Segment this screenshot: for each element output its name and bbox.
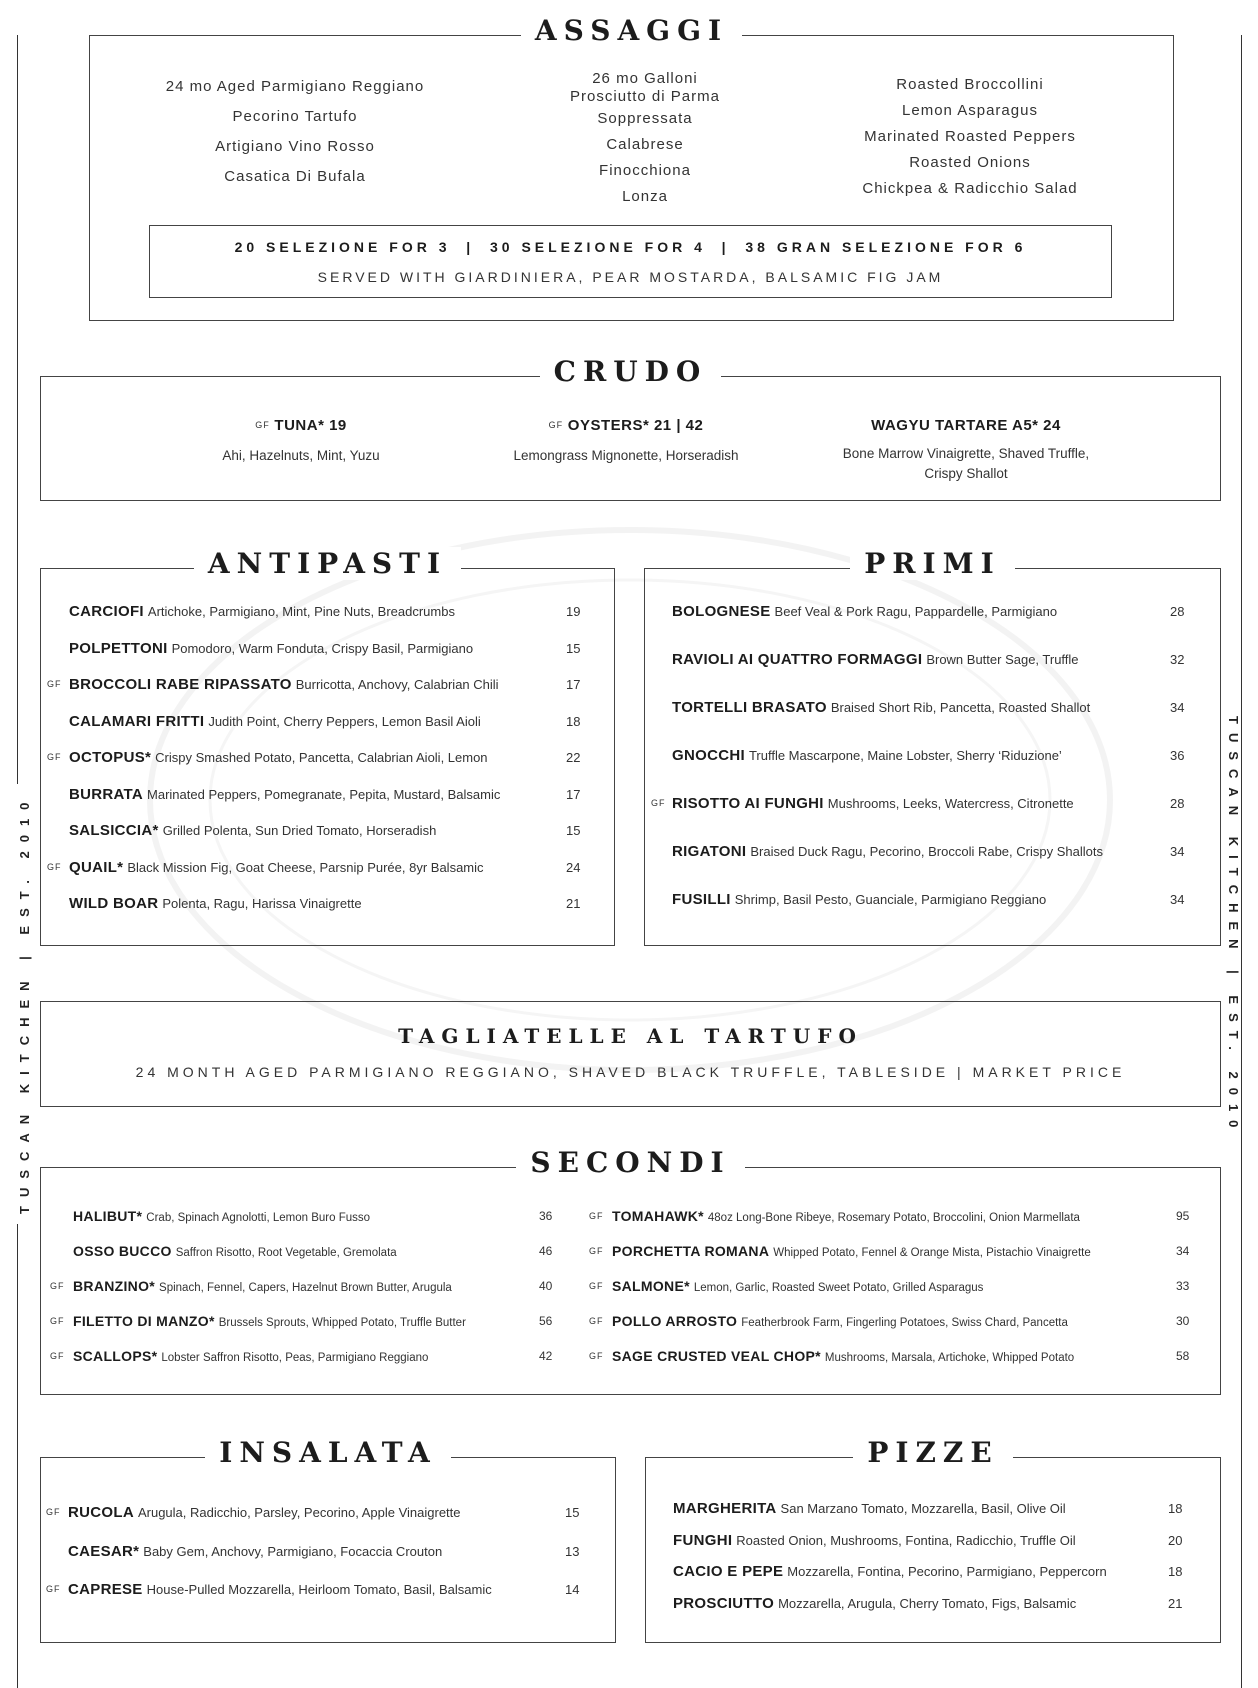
menu-item-row [672, 699, 1185, 721]
menu-item-row [46, 1581, 580, 1603]
menu-item-row [672, 603, 1185, 625]
assaggi-meat-column [495, 70, 795, 210]
menu-item-desc: Mozzarella, Arugula, Cherry Tomato, Figs, Balsamic [778, 1595, 1077, 1611]
menu-item-price: 34 [1170, 892, 1185, 907]
menu-item-desc: Featherbrook Farm, Fingerling Potatoes, Swiss Chard, Pancetta [741, 1317, 1068, 1329]
menu-item-desc: Mushrooms, Leeks, Watercress, Citronette [827, 796, 1074, 811]
gf-marker: GF [50, 1316, 65, 1326]
menu-item-row [589, 1348, 1190, 1370]
crudo-item-name: OYSTERS* 21 | 42 [567, 417, 704, 434]
menu-item-price: 34 [1176, 1244, 1190, 1258]
menu-item-name: CARCIOFI [69, 603, 144, 620]
menu-item-name: RIGATONI [672, 843, 747, 860]
menu-item-name: SALMONE* [612, 1278, 690, 1294]
menu-item-desc: Crab, Spinach Agnolotti, Lemon Buro Fusso [146, 1212, 371, 1224]
assaggi-selection-box [149, 225, 1112, 298]
assaggi-item: Calabrese [606, 136, 684, 153]
menu-item-name: TOMAHAWK* [612, 1208, 704, 1224]
menu-item-price: 28 [1170, 604, 1185, 619]
menu-item-price: 15 [566, 640, 581, 656]
menu-item-name: POLLO ARROSTO [612, 1313, 738, 1329]
menu-item-desc: Brussels Sprouts, Whipped Potato, Truffle Butter [218, 1317, 466, 1329]
menu-item-name: SAGE CRUSTED VEAL CHOP* [612, 1348, 821, 1364]
menu-item-price: 13 [565, 1543, 580, 1559]
menu-item-desc: Burricotta, Anchovy, Calabrian Chili [295, 677, 499, 692]
menu-item-name: RISOTTO AI FUNGHI [672, 795, 824, 812]
menu-item-price: 15 [566, 823, 581, 838]
menu-item-name: PROSCIUTTO [673, 1594, 775, 1612]
menu-item-row [589, 1278, 1190, 1300]
assaggi-cheese-column [145, 74, 445, 190]
menu-item-row [50, 1313, 553, 1335]
menu-item-row [73, 1243, 553, 1265]
crudo-item [461, 417, 791, 466]
gf-marker: GF [46, 1584, 61, 1594]
menu-item-desc: Mozzarella, Fontina, Pecorino, Parmigiano, Peppercorn [787, 1564, 1107, 1579]
assaggi-item: Roasted Onions [909, 154, 1031, 171]
primi-section [644, 547, 1221, 946]
assaggi-item: Lonza [622, 188, 668, 205]
assaggi-item: Finocchiona [599, 162, 691, 179]
menu-item-desc: Brown Butter Sage, Truffle [926, 652, 1079, 667]
menu-item-name: FUSILLI [672, 891, 731, 908]
gf-marker: GF [548, 420, 564, 430]
menu-item-row [50, 1348, 553, 1370]
menu-item-name: CALAMARI FRITTI [69, 712, 205, 730]
menu-item-price: 95 [1176, 1209, 1190, 1223]
tagliatelle-title: TAGLIATELLE AL TARTUFO [398, 1024, 863, 1048]
menu-item-desc: Arugula, Radicchio, Parsley, Pecorino, Apple Vinaigrette [137, 1505, 461, 1520]
menu-item-row [673, 1531, 1183, 1554]
menu-item-price: 21 [1168, 1595, 1183, 1611]
menu-item-name: BURRATA [69, 785, 144, 803]
menu-item-desc: Grilled Polenta, Sun Dried Tomato, Horseradish [162, 823, 437, 838]
menu-item-row [69, 712, 581, 735]
menu-item-desc: Marinated Peppers, Pomegranate, Pepita, Mustard, Balsamic [147, 786, 501, 802]
menu-item-desc: Braised Short Rib, Pancetta, Roasted Shallot [830, 700, 1091, 715]
menu-item-price: 33 [1176, 1279, 1190, 1293]
crudo-item [801, 417, 1131, 484]
menu-item-row [589, 1208, 1190, 1230]
gf-marker: GF [589, 1281, 604, 1291]
menu-item-name: CACIO E PEPE [673, 1563, 784, 1580]
crudo-item-desc: Bone Marrow Vinaigrette, Shaved Truffle, Crispy Shallot [842, 446, 1090, 481]
menu-item-price: 15 [565, 1505, 580, 1520]
menu-item-name: WILD BOAR [69, 895, 159, 912]
right-rail-line [1241, 35, 1242, 1688]
menu-item-desc: Truffle Mascarpone, Maine Lobster, Sherry ‘Riduzione’ [748, 748, 1062, 763]
menu-item-desc: Crispy Smashed Potato, Pancetta, Calabrian Aioli, Lemon [155, 750, 488, 765]
menu-item-name: RUCOLA [68, 1504, 134, 1521]
menu-item-desc: Polenta, Ragu, Harissa Vinaigrette [162, 896, 362, 911]
gf-marker: GF [50, 1281, 65, 1291]
menu-item-row [673, 1500, 1183, 1522]
menu-item-price: 36 [539, 1209, 553, 1223]
menu-item-name: BOLOGNESE [672, 603, 771, 620]
menu-item-row [589, 1243, 1190, 1265]
menu-item-name: POLPETTONI [69, 639, 168, 657]
insalata-section [40, 1436, 616, 1643]
menu-item-row [651, 795, 1185, 817]
menu-item-price: 34 [1170, 844, 1185, 859]
assaggi-title: ASSAGGI [521, 14, 742, 47]
menu-item-desc: Spinach, Fennel, Capers, Hazelnut Brown Butter, Arugula [159, 1282, 452, 1294]
menu-item-price: 28 [1170, 796, 1185, 811]
menu-item-desc: Lemon, Garlic, Roasted Sweet Potato, Grilled Asparagus [693, 1282, 984, 1294]
menu-item-name: SALSICCIA* [69, 822, 159, 839]
selection-pricing: 20 SELEZIONE FOR 3 | 30 SELEZIONE FOR 4 | 38 GRAN SELEZIONE FOR 6 [234, 239, 1027, 255]
pizze-title: PIZZE [853, 1436, 1012, 1469]
menu-item-row [47, 749, 581, 771]
menu-item-name: QUAIL* [69, 858, 124, 876]
crudo-item-name: TUNA* 19 [274, 417, 347, 434]
menu-item-price: 18 [566, 713, 581, 729]
assaggi-item: 26 mo Galloni [592, 70, 698, 87]
assaggi-item: Marinated Roasted Peppers [864, 128, 1076, 145]
tagliatelle-subtitle: 24 MONTH AGED PARMIGIANO REGGIANO, SHAVED BLACK TRUFFLE, TABLESIDE | MARKET PRICE [135, 1064, 1126, 1080]
menu-item-price: 24 [566, 859, 581, 875]
gf-marker: GF [47, 679, 62, 689]
menu-item-row [672, 891, 1185, 913]
crudo-item-desc: Lemongrass Mignonette, Horseradish [513, 448, 739, 463]
menu-item-row [68, 1542, 580, 1565]
secondi-section [40, 1146, 1221, 1395]
pizze-section [645, 1436, 1221, 1643]
menu-item-name: OCTOPUS* [69, 749, 152, 766]
menu-item-price: 46 [539, 1244, 553, 1258]
crudo-item-name: WAGYU TARTARE A5* 24 [871, 417, 1061, 434]
menu-item-desc: Roasted Onion, Mushrooms, Fontina, Radicchio, Truffle Oil [736, 1532, 1076, 1548]
menu-item-row [69, 639, 581, 662]
gf-marker: GF [46, 1507, 61, 1517]
assaggi-item: Chickpea & Radicchio Salad [862, 180, 1078, 197]
menu-item-price: 40 [539, 1279, 553, 1293]
secondi-title: SECONDI [516, 1146, 744, 1179]
menu-item-desc: Mushrooms, Marsala, Artichoke, Whipped Potato [824, 1352, 1075, 1364]
menu-item-row [69, 603, 581, 625]
primi-title: PRIMI [850, 547, 1015, 580]
menu-item-row [47, 676, 581, 698]
menu-item-name: CAPRESE [68, 1581, 143, 1598]
menu-item-price: 34 [1170, 700, 1185, 715]
menu-item-name: MARGHERITA [673, 1500, 777, 1517]
antipasti-section [40, 547, 615, 946]
gf-marker: GF [589, 1246, 604, 1256]
assaggi-item: Prosciutto di Parma [570, 88, 720, 105]
gf-marker: GF [589, 1316, 604, 1326]
menu-item-desc: Pomodoro, Warm Fonduta, Crispy Basil, Parmigiano [171, 640, 474, 656]
assaggi-item: Soppressata [597, 110, 693, 127]
menu-item-desc: Lobster Saffron Risotto, Peas, Parmigiano Reggiano [161, 1352, 429, 1364]
menu-item-name: OSSO BUCCO [73, 1243, 172, 1259]
menu-item-row [69, 785, 581, 808]
menu-item-name: BRANZINO* [73, 1278, 156, 1294]
gf-marker: GF [47, 752, 62, 762]
menu-item-price: 18 [1168, 1564, 1183, 1579]
menu-item-row [672, 843, 1185, 865]
menu-item-row [50, 1278, 553, 1300]
gf-marker: GF [47, 861, 62, 872]
menu-item-name: PORCHETTA ROMANA [612, 1243, 770, 1259]
menu-item-row [73, 1208, 553, 1230]
menu-item-price: 58 [1176, 1349, 1190, 1363]
menu-item-desc: Beef Veal & Pork Ragu, Pappardelle, Parmigiano [774, 604, 1058, 619]
menu-item-desc: Whipped Potato, Fennel & Orange Mista, Pistachio Vinaigrette [773, 1247, 1091, 1259]
gf-marker: GF [589, 1351, 604, 1361]
menu-item-name: FILETTO DI MANZO* [73, 1313, 215, 1329]
menu-item-desc: House-Pulled Mozzarella, Heirloom Tomato, Basil, Balsamic [146, 1582, 492, 1597]
assaggi-item: Pecorino Tartufo [232, 108, 358, 125]
assaggi-item: 24 mo Aged Parmigiano Reggiano [165, 78, 425, 95]
menu-item-name: CAESAR* [68, 1542, 140, 1560]
menu-item-price: 17 [566, 677, 581, 692]
gf-marker: GF [589, 1211, 604, 1221]
menu-item-desc: San Marzano Tomato, Mozzarella, Basil, Olive Oil [780, 1501, 1066, 1516]
assaggi-item: Roasted Broccollini [896, 76, 1044, 93]
menu-item-row [673, 1563, 1183, 1585]
menu-item-row [69, 822, 581, 844]
menu-item-row [673, 1594, 1183, 1617]
menu-item-price: 21 [566, 896, 581, 911]
menu-item-price: 30 [1176, 1314, 1190, 1328]
menu-item-name: TORTELLI BRASATO [672, 699, 827, 716]
menu-item-name: GNOCCHI [672, 747, 745, 764]
antipasti-title: ANTIPASTI [194, 547, 461, 580]
menu-item-row [672, 747, 1185, 769]
menu-item-desc: Shrimp, Basil Pesto, Guanciale, Parmigiano Reggiano [734, 892, 1047, 907]
gf-marker: GF [255, 420, 270, 430]
menu-item-row [47, 858, 581, 881]
crudo-title: CRUDO [540, 355, 722, 388]
right-side-tagline: TUSCAN KITCHEN | EST. 2010 [1226, 706, 1241, 1146]
insalata-title: INSALATA [205, 1436, 451, 1469]
crudo-item-desc: Ahi, Hazelnuts, Mint, Yuzu [222, 448, 380, 463]
menu-item-desc: Baby Gem, Anchovy, Parmigiano, Focaccia Crouton [143, 1543, 443, 1559]
menu-item-name: RAVIOLI AI QUATTRO FORMAGGI [672, 651, 923, 668]
crudo-section [40, 355, 1221, 501]
menu-item-price: 18 [1168, 1501, 1183, 1516]
menu-item-price: 14 [565, 1582, 580, 1597]
menu-item-name: FUNGHI [673, 1531, 733, 1549]
menu-item-desc: Braised Duck Ragu, Pecorino, Broccoli Rabe, Crispy Shallots [750, 844, 1103, 859]
menu-item-price: 56 [539, 1314, 553, 1328]
menu-item-name: HALIBUT* [73, 1208, 143, 1224]
assaggi-vegetable-column [830, 72, 1110, 202]
menu-item-price: 36 [1170, 748, 1185, 763]
menu-item-row [589, 1313, 1190, 1335]
menu-item-desc: Judith Point, Cherry Peppers, Lemon Basil Aioli [208, 713, 481, 729]
menu-item-row [46, 1504, 580, 1526]
menu-item-name: BROCCOLI RABE RIPASSATO [69, 676, 292, 693]
menu-item-desc: Black Mission Fig, Goat Cheese, Parsnip Purée, 8yr Balsamic [127, 859, 484, 875]
gf-marker: GF [50, 1351, 65, 1361]
assaggi-item: Artigiano Vino Rosso [215, 138, 375, 155]
gf-marker: GF [651, 798, 666, 808]
crudo-item [141, 417, 461, 466]
menu-item-row [672, 651, 1185, 673]
assaggi-item: Casatica Di Bufala [224, 168, 366, 185]
left-side-tagline: TUSCAN KITCHEN | EST. 2010 [17, 784, 32, 1224]
menu-item-row [69, 895, 581, 917]
menu-item-price: 17 [566, 786, 581, 802]
served-with-note: SERVED WITH GIARDINIERA, PEAR MOSTARDA, BALSAMIC FIG JAM [317, 269, 944, 285]
menu-item-price: 42 [539, 1349, 553, 1363]
menu-item-price: 20 [1168, 1532, 1183, 1548]
menu-item-desc: Saffron Risotto, Root Vegetable, Gremolata [175, 1247, 397, 1259]
menu-item-price: 22 [566, 750, 581, 765]
menu-item-desc: 48oz Long-Bone Ribeye, Rosemary Potato, Broccolini, Onion Marmellata [707, 1212, 1080, 1224]
assaggi-section [89, 14, 1174, 321]
menu-item-name: SCALLOPS* [73, 1348, 158, 1364]
tagliatelle-feature [40, 1001, 1221, 1107]
assaggi-item: Lemon Asparagus [902, 102, 1038, 119]
menu-item-desc: Artichoke, Parmigiano, Mint, Pine Nuts, Breadcrumbs [147, 604, 455, 619]
menu-item-price: 19 [566, 604, 581, 619]
menu-item-price: 32 [1170, 652, 1185, 667]
